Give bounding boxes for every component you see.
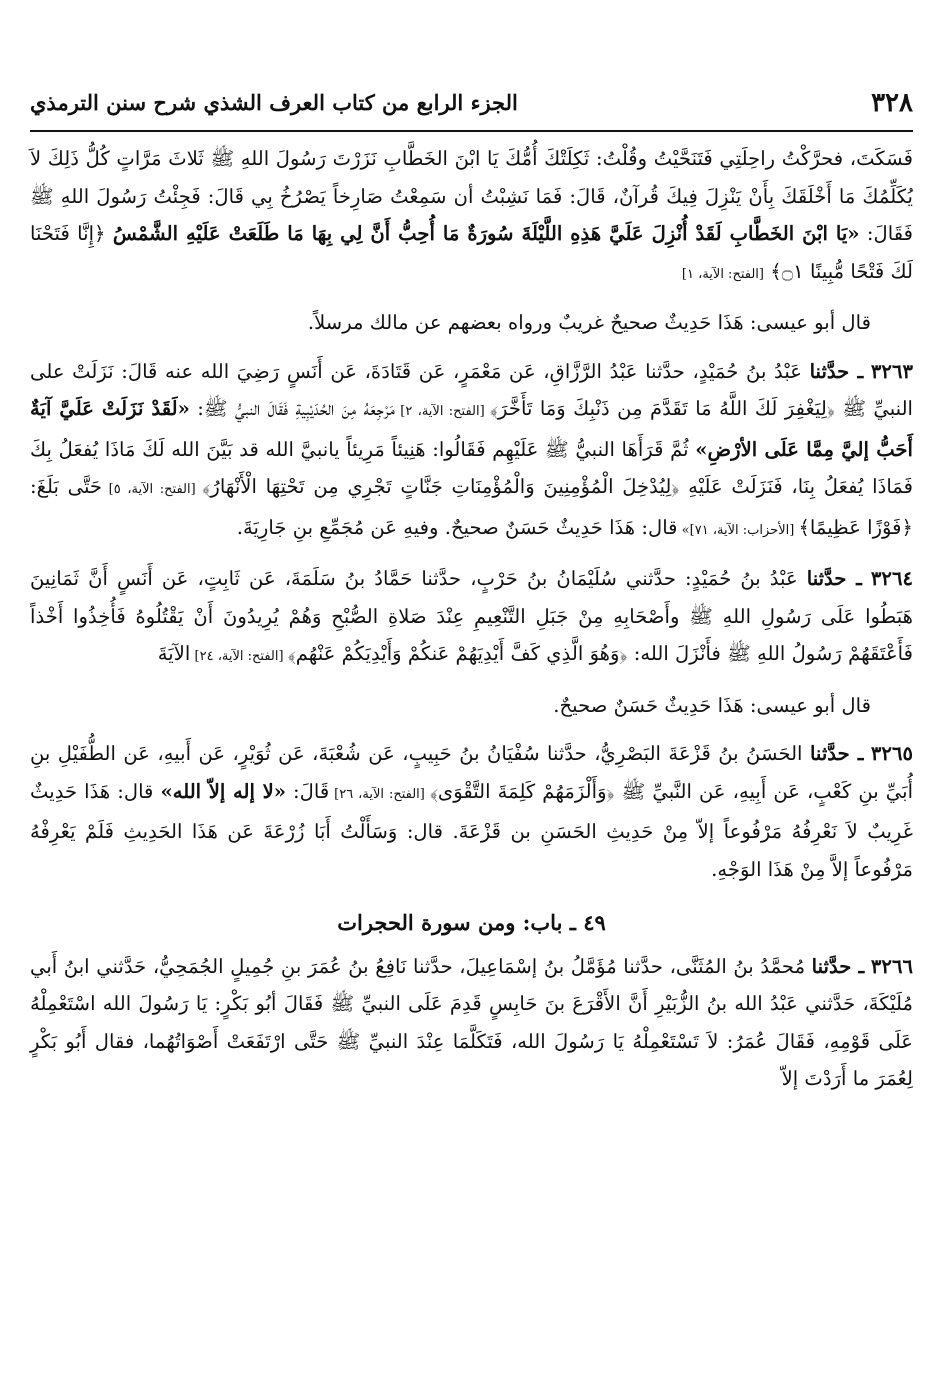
hadith-text: قَالَ: [286, 779, 330, 803]
quran-verse: ﴿لِيَغْفِرَ لَكَ اللَّهُ مَا تَقَدَّمَ مِن ذَنْبِكَ وَمَا تَأَخَّرَ﴾ [490, 397, 835, 420]
hadith-text: مَرْجِعَهُ مِنَ الحُدَيْبِيةِ فَقَالَ النبيُّ ﷺ: [189, 397, 395, 420]
page-body [30, 140, 913, 1365]
hadith-text: حَتَّى بَلَغَ: [30, 475, 103, 498]
hadith-text: قال: هَذَا حَدِيثٌ حَسَنٌ صحيحٌ. وفيهِ عَن مُجَمِّعِ بنِ جَارِيَةَ. [236, 515, 678, 539]
quran-verse: ﴿وَهُوَ الَّذِي كَفَّ أَيْدِيَهُمْ عَنكُمْ وَأَيْدِيَكُمْ عَنْهُم﴾ [287, 642, 628, 665]
verse-reference: [الفتح: الآية، ٥] [102, 482, 203, 497]
prophetic-quote: «لا إله إلاّ الله» [160, 779, 286, 803]
hadith-text: عَبْدُ بنُ حُمَيْدٍ، حدَّثنا عَبْدُ الرَّزَّاقِ، عَن مَعْمَرٍ، عَن قَتَادَةَ، عَن أَنَسٍ رَضِيَ الله عنه قَالَ: نَزَلَتْ على النبيِّ ﷺ [30, 359, 913, 420]
hadith-text: عَبْدُ بنُ حُمَيْدٍ: حدَّثني سُلَيْمَانُ بنُ حَرْبٍ، حدَّثنا حَمَّادُ بنُ سَلَمَةَ، عَن ثَابِتٍ، عَن أَنَسٍ أَنَّ ثَمَانِينَ هَبَطُوا عَلَى رَسُولِ اللهِ ﷺ وأَصْحَابِهِ مِنْ جَبَلِ التَّنْعِيمِ عِنْدَ صَلاةِ الصُّبْحِ وَهُمْ يُرِيدُونَ أَنْ يَقْتُلُوهُ فَأُخِذُوا أَخْذاً فَأَعْتَقَهُمْ رَسُولُ اللهِ ﷺ فأَنْزَلَ الله: [30, 567, 913, 665]
hadith-text: الآيَةَ [157, 642, 191, 665]
haddathana-label: ـ حدَّثنا [809, 742, 864, 765]
haddathana-label: ـ حدَّثنا [806, 567, 862, 590]
quran-verse: ﴿لِيُدْخِلَ الْمُؤْمِنِينَ وَالْمُؤْمِنَاتِ جَنَّاتٍ تَجْرِي مِن تَحْتِهَا الْأَنْهَارُ﴾ [202, 475, 680, 498]
hadith-number: ٣٢٦٥ [870, 742, 914, 765]
running-title: الجزء الرابع من كتاب العرف الشذي شرح سنن الترمذي [30, 90, 518, 115]
haddathana-label: ـ حدَّثنا [809, 359, 864, 383]
page-header [30, 82, 913, 132]
hadith-number: ٣٢٦٣ [870, 359, 914, 383]
prophetic-quote: «يَا ابْنَ الخَطَّابِ لَقَدْ أُنْزِلَ عَلَيَّ هَذِهِ اللَّيْلَةَ سُورَةٌ مَا أُحِبُّ أَنَّ لِي بِهَا مَا طَلَعَتْ عَلَيْهِ الشَّمْسُ [112, 222, 860, 245]
verse-reference: [الفتح: الآية، ٢٦] [329, 786, 430, 802]
chapter-heading: ٤٩ ـ باب: ومن سورة الحجرات [337, 910, 606, 935]
verse-reference: [الفتح: الآية، ٢٤] [190, 649, 288, 664]
verse-reference: [الفتح: الآية، ٢] [394, 404, 490, 419]
abu-isa-comment: قال أبو عيسى: هَذَا حَدِيثٌ حَسَنٌ صحيحٌ. [553, 693, 871, 717]
hadith-text: قال: هَذَا حَدِيثٌ غَرِيبٌ لاَ نَعْرِفُهُ مَرْفُوعاً إلاّ مِنْ حَدِيثِ الحَسَنِ بن قَزْعَةَ. قال: وَسَأَلْتُ أَبَا زُرْعَةَ عَن هَذَا الحَدِيثِ فَلَمْ يَعْرِفْهُ مَرْفُوعاً إلاَّ مِنْ هَذَا الوَجْهِ. [30, 779, 913, 881]
hadith-3265 [30, 735, 913, 888]
hadith-3264 [30, 560, 913, 676]
haddathana-label: ـ حدَّثنا [811, 954, 865, 978]
abu-isa-comment: قال أبو عيسى: هَذَا حَدِيثٌ صحيحٌ غريبٌ ورواه بعضهم عن مالك مرسلاً. [307, 311, 871, 334]
hadith-text: مُحمَّدُ بنُ المُثَنَّى، حدَّثنا مُؤَمَّلُ بنُ إسْمَاعِيلَ، حدَّثنا نَافِعُ بنُ عُمَرَ بنِ جُمِيلٍ الجُمَحِيُّ، حَدَّثني ابنُ أَبي مُلَيْكَةَ، حَدَّثني عَبْدُ الله بنُ الزُّبَيْرِ أَنَّ الأَقْرَعَ بنَ حَابِسٍ قَدِمَ عَلَى النبيِّ ﷺ فَقَالَ أبُو بَكْرٍ: يَا رَسُولَ الله اسْتَعْمِلْهُ عَلَى قَوْمِهِ، فَقَالَ عُمَرُ: لاَ تَسْتَعْمِلْهُ يَا رَسُولَ الله، فَتَكَلَّمَا عِنْدَ النبيِّ ﷺ حَتَّى ارْتَفَعَتْ أَصْوَاتُهُما، فقال أَبُو بَكْرٍ لِعُمَرَ ما أَرَدْتَ إلاّ [30, 954, 913, 1090]
quran-verse: ﴿إِنَّا فَتَحْنَا لَكَ فَتْحًا مُّبِينًا ۝١﴾ [30, 222, 913, 283]
verse-reference: [الفتح: الآية، ١] [681, 266, 764, 282]
hadith-3266 [30, 948, 913, 1098]
hadith-number: ٣٢٦٤ [870, 567, 914, 590]
verse-reference: [الأحزاب: الآية، ٧١]» [677, 522, 799, 538]
prophetic-quote: «لَقَدْ نَزَلَتْ عَلَيَّ آيَةٌ أَحَبُّ إليَّ مِمَّا عَلَى الأرْضِ» [30, 397, 913, 461]
quran-verse: ﴿وَأَلْزَمَهُمْ كَلِمَةَ التَّقْوَى﴾ [429, 779, 615, 803]
quran-verse: ﴿فَوْزًا عَظِيمًا﴾ [798, 515, 913, 539]
hadith-number: ٣٢٦٦ [870, 954, 913, 978]
hadith-text: ثُمَّ قَرَأَهَا النبيُّ ﷺ عَلَيْهِم فَقَالُوا: هَنِيئاً مَرِيئاً يانبيَّ الله قد بَيَّنَ الله لَكَ مَاذَا يُفعَلُ بِكَ فَمَاذَا يُفعَلُ بِنَا، فَنَزَلَتْ عَلَيْهِ [30, 437, 913, 498]
hadith-3263 [30, 353, 913, 550]
hadith-text: الحَسَنُ بنُ قَزْعَةَ البَصْرِيُّ، حدَّثنا سُفْيَانُ بنُ حَبِيبٍ، عَن شُعْبَةَ، عَن ثُوَيْرٍ، عَن أَبيهِ، عَن الطُّفَيْلِ بنِ أُبَيِّ بنِ كَعْبٍ، عَن أَبِيهِ، عَن النَّبيِّ ﷺ [30, 742, 914, 803]
paragraph-continuation [30, 140, 913, 293]
paragraph-text: فَسَكَتَ، فحرَّكْتُ راحِلَتِي فَتَنَحَّيْتُ وقُلْتُ: ثَكِلَتْكَ أُمُّكَ يَا ابْنَ الخَطَّابِ نَزَرْتَ رَسُولَ اللهِ ﷺ ثَلاثَ مَرَّاتٍ كُلُّ ذَلِكَ لاَ يُكَلِّمُكَ مَا أَخْلَقَكَ بِأَنْ يَنْزِلَ فِيكَ قُرآنٌ، قَالَ: فَمَا نَشِبْتُ أن سَمِعْتُ صَارِخاً يَصْرُخُ بِي قَالَ: فَجِئْتُ رَسُولَ اللهِ ﷺ فَقَالَ: [30, 147, 913, 245]
page-number: ٣٢٨ [871, 88, 913, 118]
